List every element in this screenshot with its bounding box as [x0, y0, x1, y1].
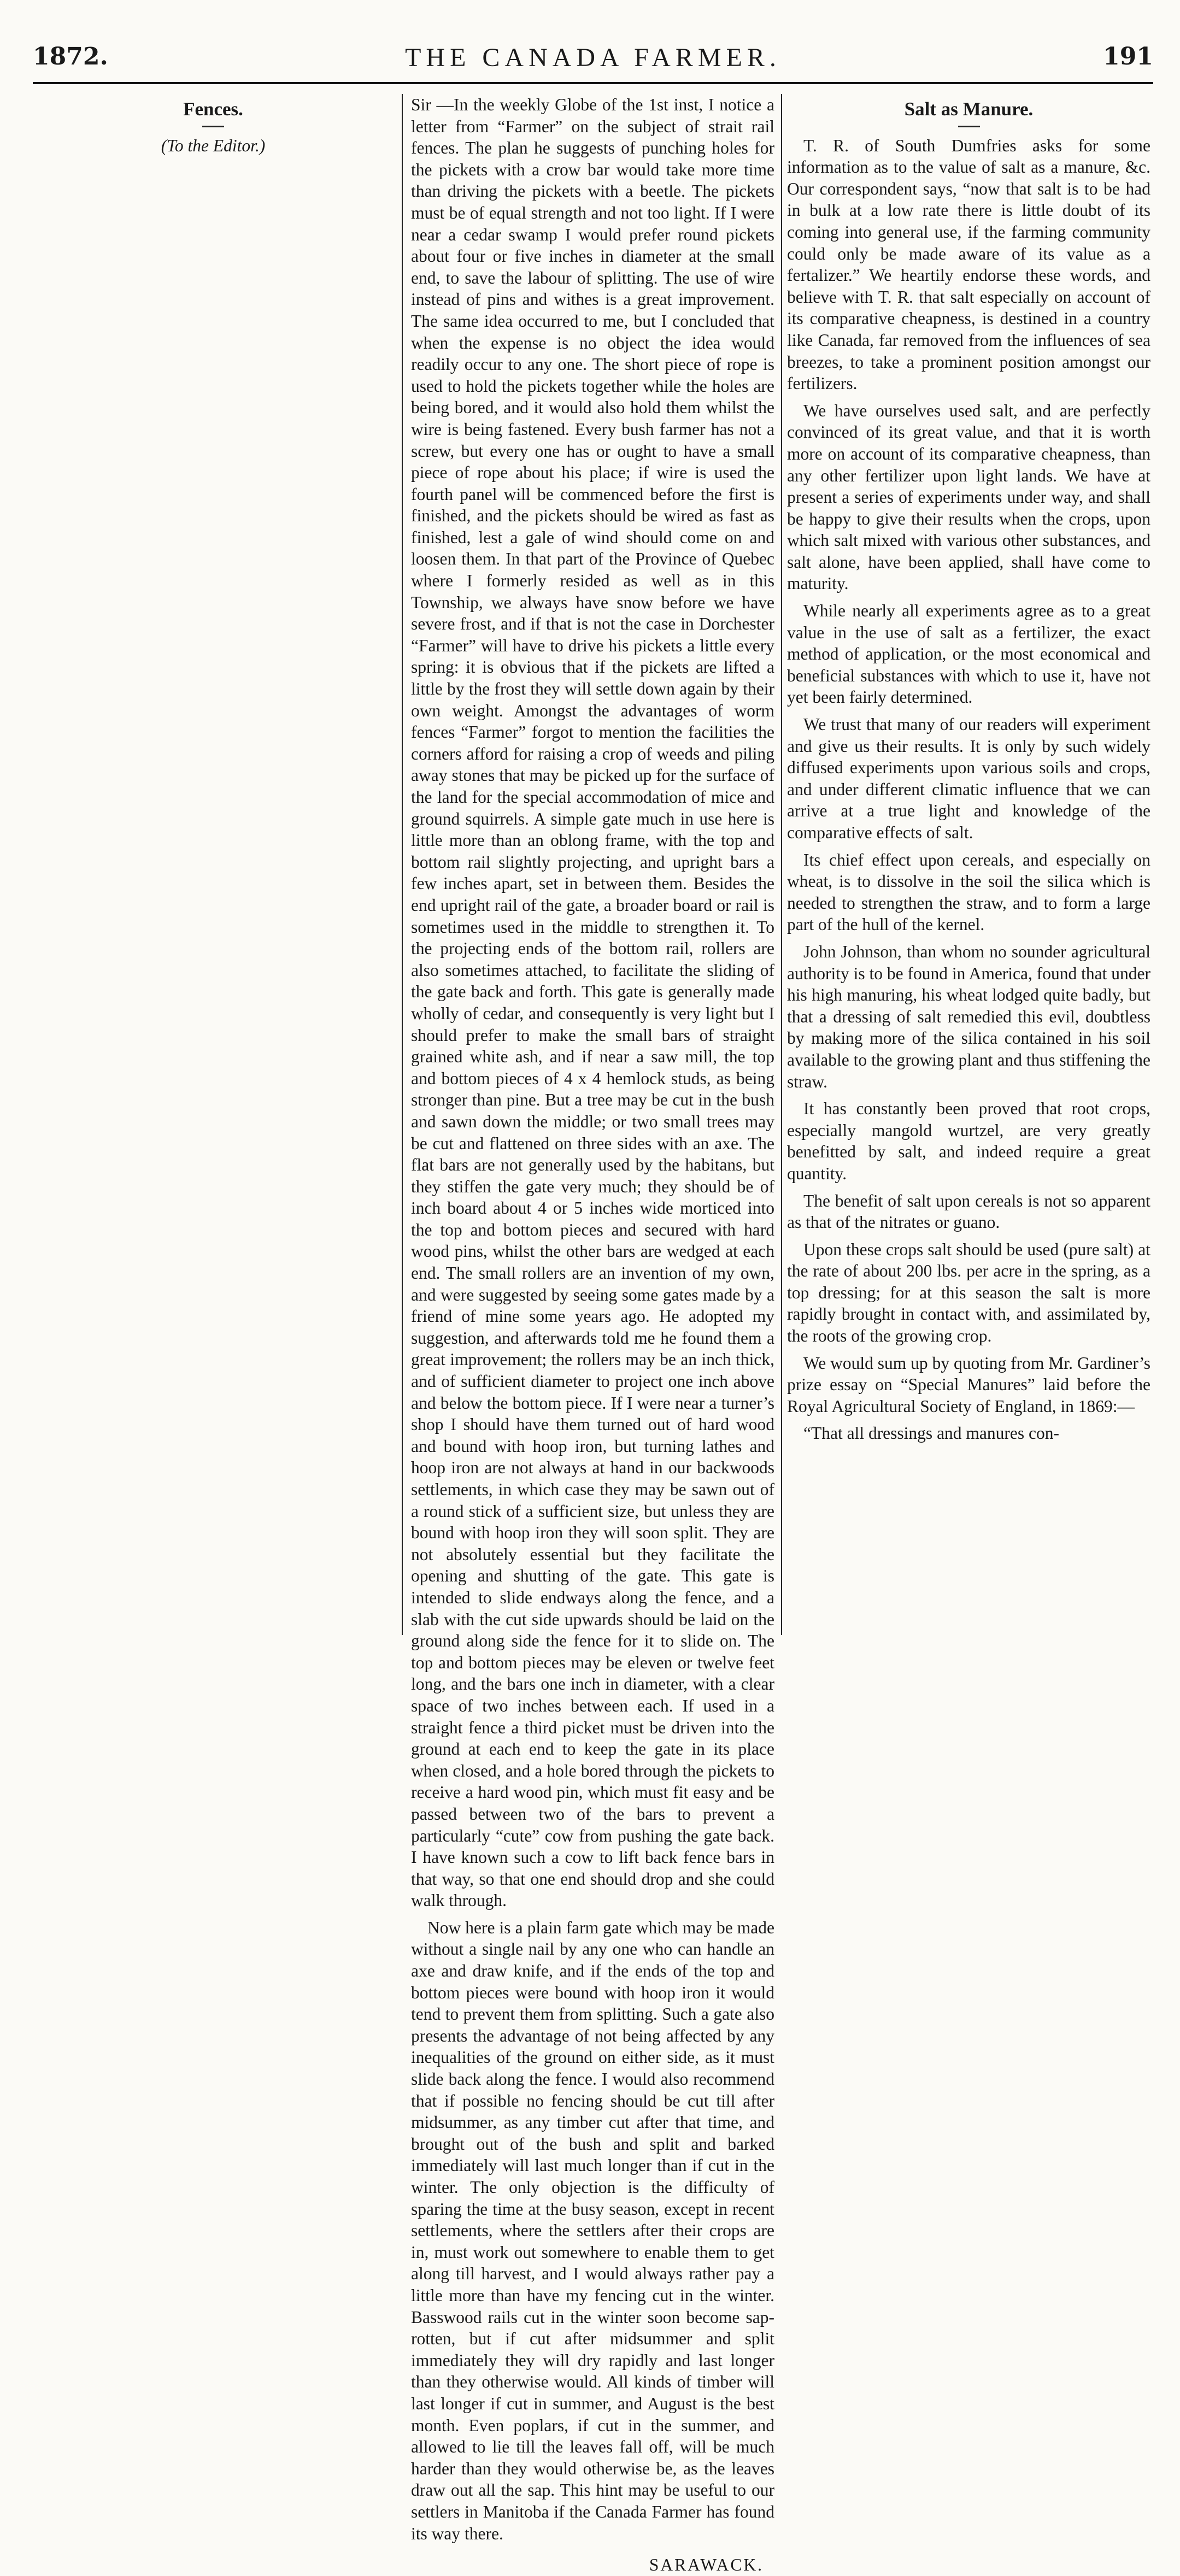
newspaper-title: THE CANADA FARMER.: [405, 43, 781, 72]
column-1: [33, 94, 394, 1679]
salt-paragraph: T. R. of South Dumfries asks for some information as to the value of salt as a manure, &c. Our correspondent says, “now that salt is to be had in bulk at a low rate there is little doubt of its coming into general use, if the farming community could only be made aware of its value as a fertalizer.” We heartily endorse these words, and believe with T. R. that salt especially on account of its comparative cheapness, is destined in a country like Canada, far removed from the influences of sea breezes, to take a prominent position amongst our fertilizers.: [787, 136, 1150, 393]
fences-signature: SARAWACK.: [649, 2555, 764, 2575]
fences-article-title: Fences.: [183, 98, 243, 120]
header-rule: [33, 82, 1153, 84]
column-divider: [781, 94, 782, 1635]
column-divider: [402, 94, 403, 1635]
salt-paragraph: We trust that many of our readers will experiment and give us their results. It is only by such widely diffused experiments upon various soils and crops, and under different climatic influence that we can arrive at a true light and knowledge of the comparative effects of salt.: [787, 715, 1150, 842]
salt-paragraph: “That all dressings and manures con-: [803, 1424, 1059, 1443]
issue-year: 1872.: [33, 43, 108, 70]
masthead: [33, 43, 1153, 81]
salt-paragraph: John Johnson, than whom no sounder agricultural authority is to be found in America, found that under his high manuring, his wheat lodged quite badly, but that a dressing of salt remedied this evil, doubtless by making more of the silica contained in his soil available to the growing plant and thus stiffening the straw.: [787, 942, 1150, 1091]
salt-paragraph: Its chief effect upon cereals, and especially on wheat, is to dissolve in the soil the silica which is needed to strengthen the straw, and to form a large part of the hull of the kernel.: [787, 850, 1150, 934]
salt-paragraph: Upon these crops salt should be used (pure salt) at the rate of about 200 lbs. per acre in the spring, as a top dressing; for at this season the salt is more rapidly brought in contact with, and assimilated by, the roots of the growing crop.: [787, 1239, 1150, 1346]
salt-paragraph: It has constantly been proved that root crops, especially mangold wurtzel, are very greatly benefitted by salt, and indeed require a great quantity.: [787, 1099, 1150, 1183]
column-3: [787, 94, 1150, 1679]
title-dash: [958, 126, 980, 127]
title-dash: [202, 126, 224, 127]
page-number: 191: [1103, 43, 1153, 70]
salt-paragraph: The benefit of salt upon cereals is not so apparent as that of the nitrates or guano.: [787, 1191, 1150, 1232]
salt-paragraph: While nearly all experiments agree as to a great value in the use of salt as a fertilizer, the exact method of application, or the most economical and beneficial substances with which to use it, have not yet been fairly determined.: [787, 601, 1150, 707]
salt-paragraph: We have ourselves used salt, and are perfectly convinced of its great value, and that it is worth more on account of its comparative cheapness, than any other fertilizer upon light lands. We have at present a series of experiments under way, and shall be happy to give their results when the crops, upon which salt mixed with various other substances, and salt alone, have been applied, shall have come to maturity.: [787, 401, 1150, 593]
fences-salutation: (To the Editor.): [161, 136, 266, 155]
salt-article-title: Salt as Manure.: [904, 98, 1034, 120]
fences-paragraph-1-continued: Sir —In the weekly Globe of the 1st inst, I notice a letter from “Farmer” on the subject of strait rail fences. The plan he suggests of punching holes for the pickets with a crow bar would take more time than driving the pickets with a beetle. The pickets must be of equal strength and not too light. If I were near a cedar swamp I would prefer round pickets about four or five inches in diameter at the small end, to save the labour of splitting. The use of wire instead of pins and withes is a great improvement. The same idea occurred to me, but I concluded that when the expense is no object the idea would readily occur to any one. The short piece of rope is used to hold the pickets together while the holes are being bored, and it would also hold them whilst the wire is being fastened. Every bush farmer has not a screw, but every one has or ought to have a small piece of rope about his place; if wire is used the fourth panel will be commenced before the first is finished, and the pickets should be wired as fast as finished, lest a gale of wind should come on and loosen them. In that part of the Province of Quebec where I formerly resided as well as in this Township, we always have snow before we have severe frost, and if that is not the case in Dorchester “Farmer” will have to drive his pickets a little every spring: it is obvious that if the pickets are lifted a little by the frost they will settle down again by their own weight. Amongst the advantages of worm fences “Farmer” forgot to mention the facilities the corners afford for raising a crop of weeds and piling away stones that may be picked up for the surface of the land for the special accommodation of mice and ground squirrels. A simple gate much in use here is little more than an oblong frame, with the top and bottom rail slightly projecting, and upright bars a few inches apart, set in between them. Besides the end upright rail of the gate, a broader board or rail is sometimes used in the middle to strengthen it. To the projecting ends of the bottom rail, rollers are also sometimes attached, to facilitate the sliding of the gate back and forth. This gate is generally made wholly of cedar, and consequently is very light but I should prefer to make the small bars of straight grained white ash, and if near a saw mill, the top and bottom pieces of 4 x 4 hemlock studs, as being stronger than pine. But a tree may be cut in the bush and sawn down the middle; or two small trees may be cut and flattened on three sides with an axe. The flat bars are not generally used by the habitans, but they stiffen the gate very much; they should be of inch board about 4 or 5 inches wide morticed into the top and bottom pieces and secured with hard wood pins, whilst the other bars are wedged at each end. The small rollers are an invention of my own, and were suggested by seeing some gates made by a friend of mine some years ago. He adopted my suggestion, and afterwards told me he found them a great improvement; the rollers may be an inch thick, and of sufficient diameter to project one inch above and below the bottom piece. If I were near a turner’s shop I should have them turned out of hard wood and bound with hoop iron, but turning lathes and hoop iron are not always at hand in our backwoods settlements, in which case they may be sawn out of a round stick of a sufficient size, but unless they are bound with hoop iron they will soon split. They are not absolutely essential but they facilitate the opening and shutting of the gate. This gate is intended to slide endways along the fence, and a slab with the cut side upwards should be laid on the ground along side the fence for it to slide on. The top and bottom pieces may be eleven or twelve feet long, and the bars one inch in diameter, with a clear space of two inches between each. If used in a straight fence a third picket must be driven into the ground at each end to keep the gate in its place when closed, and a hole bored through the pickets to receive a hard wood pin, which must fit easy and be passed between two of the bars to prevent a particularly “cute” cow from pushing the gate back. I have known such a cow to lift back fence bars in that way, so that one end should drop and she could walk through.: [411, 95, 774, 1910]
fences-paragraph-2: Now here is a plain farm gate which may be made without a single nail by any one who can handle an axe and draw knife, and if the ends of the top and bottom pieces were bound with hoop iron it would tend to prevent them from splitting. Such a gate also presents the advantage of not being affected by any inequalities of the ground on either side, as it must slide back along the fence. I would also recommend that if possible no fencing should be cut till after midsummer, as any timber cut after that time, and brought out of the bush and split and barked immediately will last much longer than if cut in the winter. The only objection is the difficulty of sparing the time at the busy season, except in recent settlements, where the settlers after their crops are in, must work out somewhere to enable them to get along till harvest, and I would always rather pay a little more than have my fencing cut in the winter. Basswood rails cut in the winter soon become sap-rotten, but if cut after midsummer and split immediately they will dry rapidly and last longer than they otherwise would. All kinds of timber will last longer if cut in summer, and August is the best month. Even poplars, if cut in the summer, and allowed to lie till the leaves fall off, will be much harder than they would otherwise be, as the leaves draw out all the sap. This hint may be useful to our settlers in Manitoba if the Canada Farmer has found its way there.: [411, 1918, 774, 2543]
salt-paragraph: We would sum up by quoting from Mr. Gardiner’s prize essay on “Special Manures” laid before the Royal Agricultural Society of England, in 1869:—: [787, 1353, 1150, 1416]
column-2: [411, 94, 774, 2575]
